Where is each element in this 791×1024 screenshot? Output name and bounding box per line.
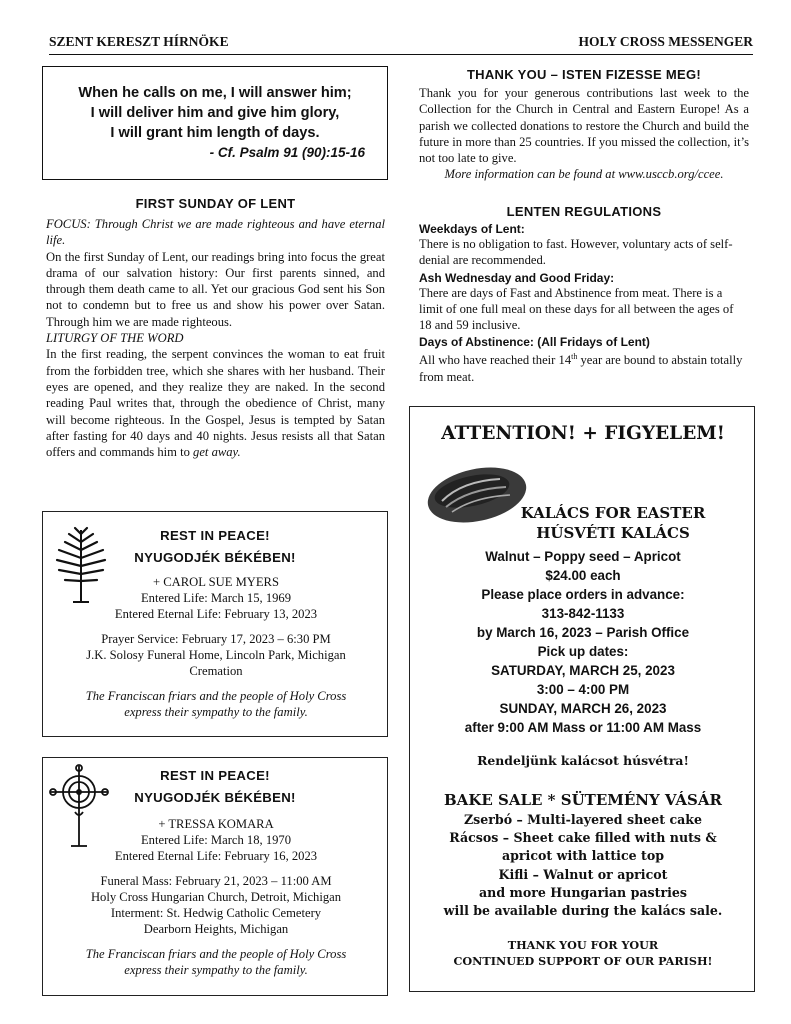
rip2-interment-1: Interment: St. Hedwig Catholic Cemetery xyxy=(110,906,322,920)
kalacs-title-en: KALÁCS FOR EASTER xyxy=(520,504,706,522)
psalm-quote-box xyxy=(42,66,388,180)
rip2-title-en: REST IN PEACE! xyxy=(160,768,270,783)
lenten-regulations xyxy=(419,204,749,385)
thanks-more-info: More information can be found at www.usccb.org/ccee. xyxy=(444,167,724,182)
regs-text-abstinence xyxy=(419,349,749,385)
rip1-service: Prayer Service: February 17, 2023 – 6:30 PM xyxy=(101,632,331,646)
rendeljunk-line: Rendeljünk kalácsot húsvétra! xyxy=(477,753,689,768)
header-right: HOLY CROSS MESSENGER xyxy=(578,34,753,49)
regs-text-weekdays: There is no obligation to fast. However, voluntary acts of self-denial are recommended. xyxy=(419,237,733,268)
bake-item-5: and more Hungarian pastries xyxy=(479,884,687,900)
rip2-sympathy-1: The Franciscan friars and the people of Holy Cross xyxy=(85,947,347,961)
kalacs-pickup: Pick up dates: xyxy=(537,644,629,659)
support-thanks-2: CONTINUED SUPPORT OF OUR PARISH! xyxy=(453,954,713,968)
regs-text-ash: There are days of Fast and Abstinence from meat. There is a limit of one full meal on these days for all between the ages of 18 and 59 inclusive. xyxy=(419,285,734,333)
regs-t3b: year are bound to abstain totally from meat. xyxy=(419,353,743,384)
liturgy-heading: LITURGY OF THE WORD xyxy=(46,331,184,346)
kalacs-phone: 313-842-1133 xyxy=(541,606,625,621)
thank-you-article xyxy=(419,67,749,183)
support-thanks-1: THANK YOU FOR YOUR xyxy=(507,938,659,952)
regs-heading-abstinence: Days of Abstinence: (All Fridays of Lent) xyxy=(419,335,650,350)
regs-title: LENTEN REGULATIONS xyxy=(506,204,662,219)
lent-title: FIRST SUNDAY OF LENT xyxy=(135,196,296,211)
obituary-box-2 xyxy=(42,757,388,996)
kalacs-price: $24.00 each xyxy=(545,568,621,583)
lent-article xyxy=(46,196,385,460)
attention-title: ATTENTION! + FIGYELEM! xyxy=(441,423,725,444)
header-left: SZENT KERESZT HÍRNÖKE xyxy=(49,34,229,49)
bake-item-1: Zserbó – Multi-layered sheet cake xyxy=(463,812,703,827)
kalacs-flavors: Walnut – Poppy seed – Apricot xyxy=(485,549,681,564)
quote-line-2: I will deliver him and give him glory, xyxy=(90,105,340,121)
kalacs-deadline: by March 16, 2023 – Parish Office xyxy=(476,625,690,640)
bake-sale-title: BAKE SALE * SÜTEMÉNY VÁSÁR xyxy=(444,791,722,809)
rip1-sympathy-1: The Franciscan friars and the people of Holy Cross xyxy=(85,689,347,703)
rip2-interment-2: Dearborn Heights, Michigan xyxy=(143,922,289,936)
kalacs-saturday-time: 3:00 – 4:00 PM xyxy=(536,682,630,697)
lent-para-2 xyxy=(46,346,385,460)
regs-t3-sup: th xyxy=(571,352,578,362)
rip2-life: Entered Life: March 18, 1970 xyxy=(140,833,292,847)
rip2-eternal: Entered Eternal Life: February 16, 2023 xyxy=(114,849,318,863)
lent-focus: FOCUS: Through Christ we are made righteous and have eternal life. xyxy=(46,217,385,248)
bake-item-6: will be available during the kalács sale. xyxy=(443,903,723,919)
kalacs-sunday: SUNDAY, MARCH 26, 2023 xyxy=(499,701,667,716)
regs-t3a: All who have reached their 14 xyxy=(419,353,572,368)
kalacs-title-hu: HÚSVÉTI KALÁCS xyxy=(536,524,690,542)
regs-heading-ash: Ash Wednesday and Good Friday: xyxy=(419,270,615,285)
rip1-place: J.K. Solosy Funeral Home, Lincoln Park, Michigan xyxy=(86,648,346,662)
bake-item-2: Rácsos – Sheet cake filled with nuts & xyxy=(449,830,717,846)
rip2-service: Funeral Mass: February 21, 2023 – 11:00 AM xyxy=(100,874,332,888)
lent-para-1: On the first Sunday of Lent, our readings bring into focus the great drama of our salvation history: Our first parents sinned, and through them death came to all. Yet our gracious God sent his Son not to condemn but to free us and show his power over Satan. Through him we are made righteous. xyxy=(46,249,385,329)
kalacs-sunday-time: after 9:00 AM Mass or 11:00 AM Mass xyxy=(464,720,702,735)
lent-para-2-end: get away. xyxy=(193,445,241,460)
bake-item-4: Kifli – Walnut or apricot xyxy=(498,866,668,882)
rip2-place: Holy Cross Hungarian Church, Detroit, Michigan xyxy=(90,890,342,904)
bake-item-3: apricot with lattice top xyxy=(501,848,665,864)
kalacs-saturday: SATURDAY, MARCH 25, 2023 xyxy=(491,663,675,678)
rip1-eternal: Entered Eternal Life: February 13, 2023 xyxy=(114,607,318,621)
quote-line-3: I will grant him length of days. xyxy=(110,125,320,141)
rip1-sympathy-2: express their sympathy to the family. xyxy=(124,705,308,719)
rip1-life: Entered Life: March 15, 1969 xyxy=(140,591,292,605)
rip2-sympathy-2: express their sympathy to the family. xyxy=(124,963,308,977)
page-header xyxy=(49,34,753,55)
rip2-title-hu: NYUGODJÉK BÉKÉBEN! xyxy=(134,790,296,805)
rip1-note: Cremation xyxy=(189,664,243,678)
rip1-name: + CAROL SUE MYERS xyxy=(153,575,279,589)
lent-para-2-text: In the first reading, the serpent convinces the woman to eat fruit from the forbidden tree, which she shares with her husband. Their eyes are opened, and they realize they are naked. In the second reading Paul writes that, through the obedience of Christ, many will become righteous. In the Gospel, Jesus is tempted by Satan after fasting for 40 days and 40 nights. Jesus resists all that Satan offers and commands him to xyxy=(46,347,385,460)
rip2-name: + TRESSA KOMARA xyxy=(158,817,274,831)
thanks-body: Thank you for your generous contributions last week to the Collection for the Church in Central and Eastern Europe! As a parish we collected donations to restore the Church and build the future in more than 25 countries. If you missed the collection, it’s not too late to give. xyxy=(419,86,749,166)
kalacs-order: Please place orders in advance: xyxy=(481,587,685,602)
rip1-title-hu: NYUGODJÉK BÉKÉBEN! xyxy=(134,550,296,565)
attention-box xyxy=(409,406,755,992)
thanks-title: THANK YOU – ISTEN FIZESSE MEG! xyxy=(466,67,702,82)
rip1-title-en: REST IN PEACE! xyxy=(160,528,270,543)
quote-line-1: When he calls on me, I will answer him; xyxy=(78,85,352,101)
regs-heading-weekdays: Weekdays of Lent: xyxy=(419,222,525,236)
obituary-box-1 xyxy=(42,511,388,737)
quote-citation: - Cf. Psalm 91 (90):15-16 xyxy=(209,145,365,160)
